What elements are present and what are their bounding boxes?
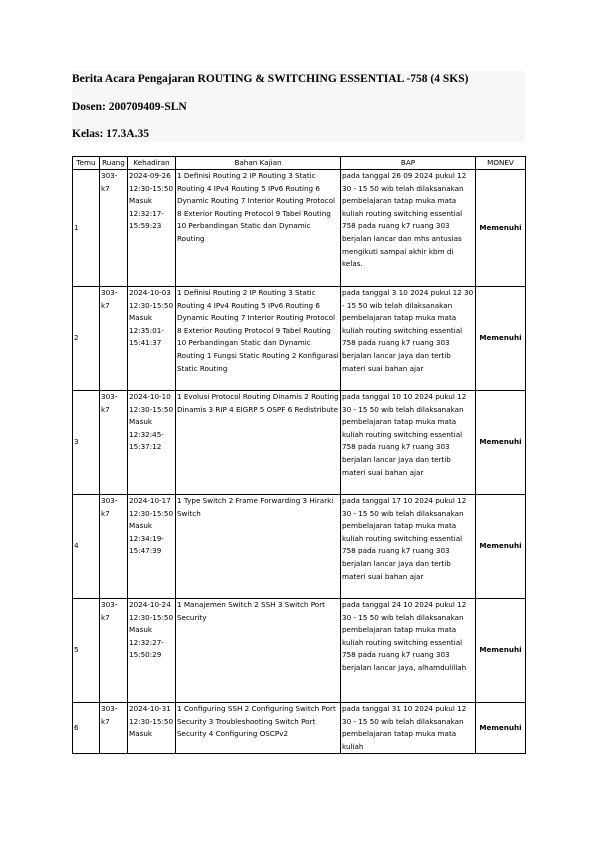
cell-monev: Memenuhi [476,599,526,703]
table-row [73,599,526,703]
column-header-bap: BAP [341,157,476,170]
document-header [72,71,525,142]
cell-monev: Memenuhi [476,287,526,391]
cell-kehadiran: 2024-10-31 12:30-15:50 Masuk [128,703,176,754]
table-header-row [73,157,526,170]
cell-temu: 6 [73,703,100,754]
cell-bahan-kajian: 1 Definisi Routing 2 IP Routing 3 Static Routing 4 IPv4 Routing 5 IPv6 Routing 6 Dynamic Routing 7 Interior Routing Protocol 8 Exterior Routing Protocol 9 Tabel Routing 10 Perbandingan Static dan Dynamic Routing [176,170,341,287]
table-row [73,287,526,391]
cell-monev: Memenuhi [476,391,526,495]
column-header-monev: MONEV [476,157,526,170]
cell-kehadiran: 2024-10-03 12:30-15:50 Masuk 12:35:01-15:41:37 [128,287,176,391]
cell-kehadiran: 2024-10-10 12:30-15:50 Masuk 12:32:45-15:37:12 [128,391,176,495]
cell-bap: pada tanggal 3 10 2024 pukul 12 30 - 15 50 wib telah dilaksanakan pembelajaran tatap muka mata kuliah routing switching essential 758 pada ruang k7 ruang 303 berjalan lancar jaya dan tertib materi suai bahan ajar [341,287,476,391]
cell-ruang: 303-k7 [100,599,128,703]
column-header-kehadiran: Kehadiran [128,157,176,170]
cell-bap: pada tanggal 10 10 2024 pukul 12 30 - 15 50 wib telah dilaksanakan pembelajaran tatap muka mata kuliah routing switching essential 758 pada ruang k7 ruang 303 berjalan lancar jaya dan tertib materi suai bahan ajar [341,391,476,495]
document-title: Berita Acara Pengajaran ROUTING & SWITCHING ESSENTIAL -758 (4 SKS) [72,73,469,85]
cell-ruang: 303-k7 [100,495,128,599]
cell-ruang: 303-k7 [100,391,128,495]
cell-bahan-kajian: 1 Manajemen Switch 2 SSH 3 Switch Port Security [176,599,341,703]
column-header-bahan-kajian: Bahan Kajian [176,157,341,170]
cell-kehadiran: 2024-10-17 12:30-15:50 Masuk 12:34:19-15:47:39 [128,495,176,599]
cell-kehadiran: 2024-10-24 12:30-15:50 Masuk 12:32:27-15:50:29 [128,599,176,703]
cell-temu: 5 [73,599,100,703]
cell-ruang: 303-k7 [100,287,128,391]
table-row [73,391,526,495]
table-row [73,703,526,754]
cell-kehadiran: 2024-09-26 12:30-15:50 Masuk 12:32:17-15:59:23 [128,170,176,287]
cell-bahan-kajian: 1 Evolusi Protocol Routing Dinamis 2 Routing Dinamis 3 RIP 4 EIGRP 5 OSPF 6 Redistribute [176,391,341,495]
cell-bahan-kajian: 1 Type Switch 2 Frame Forwarding 3 Hirarki Switch [176,495,341,599]
lecturer-label: Dosen: 200709409-SLN [72,101,187,113]
column-header-temu: Temu [73,157,100,170]
cell-bap: pada tanggal 26 09 2024 pukul 12 30 - 15 50 wib telah dilaksanakan pembelajaran tatap muka mata kuliah routing switching essential 758 pada ruang k7 ruang 303 berjalan lancar dan mhs antusias mengikuti sampai akhir kbm di kelas. [341,170,476,287]
cell-temu: 4 [73,495,100,599]
table-row [73,495,526,599]
cell-temu: 2 [73,287,100,391]
cell-monev: Memenuhi [476,495,526,599]
class-label: Kelas: 17.3A.35 [72,128,149,140]
table-row [73,170,526,287]
cell-ruang: 303-k7 [100,170,128,287]
cell-bahan-kajian: 1 Definisi Routing 2 IP Routing 3 Static Routing 4 IPv4 Routing 5 IPv6 Routing 6 Dynamic Routing 7 Interior Routing Protocol 8 Exterior Routing Protocol 9 Tabel Routing 10 Perbandingan Static dan Dynamic Routing 1 Fungsi Static Routing 2 Konfigurasi Static Routing [176,287,341,391]
cell-monev: Memenuhi [476,703,526,754]
cell-temu: 3 [73,391,100,495]
cell-monev: Memenuhi [476,170,526,287]
cell-bap: pada tanggal 17 10 2024 pukul 12 30 - 15 50 wib telah dilaksanakan pembelajaran tatap muka mata kuliah routing switching essential 758 pada ruang k7 ruang 303 berjalan lancar jaya dan tertib materi suai bahan ajar [341,495,476,599]
cell-bahan-kajian: 1 Configuring SSH 2 Configuring Switch Port Security 3 Troubleshooting Switch Port Security 4 Configuring OSCPv2 [176,703,341,754]
teaching-report-table [72,156,526,754]
cell-bap: pada tanggal 31 10 2024 pukul 12 30 - 15 50 wib telah dilaksanakan pembelajaran tatap muka mata kuliah [341,703,476,754]
cell-ruang: 303-k7 [100,703,128,754]
cell-bap: pada tanggal 24 10 2024 pukul 12 30 - 15 50 wib telah dilaksanakan pembelajaran tatap muka mata kuliah routing switching essential 758 pada ruang k7 ruang 303 berjalan lancar jaya, alhamdulillah [341,599,476,703]
cell-temu: 1 [73,170,100,287]
column-header-ruang: Ruang [100,157,128,170]
